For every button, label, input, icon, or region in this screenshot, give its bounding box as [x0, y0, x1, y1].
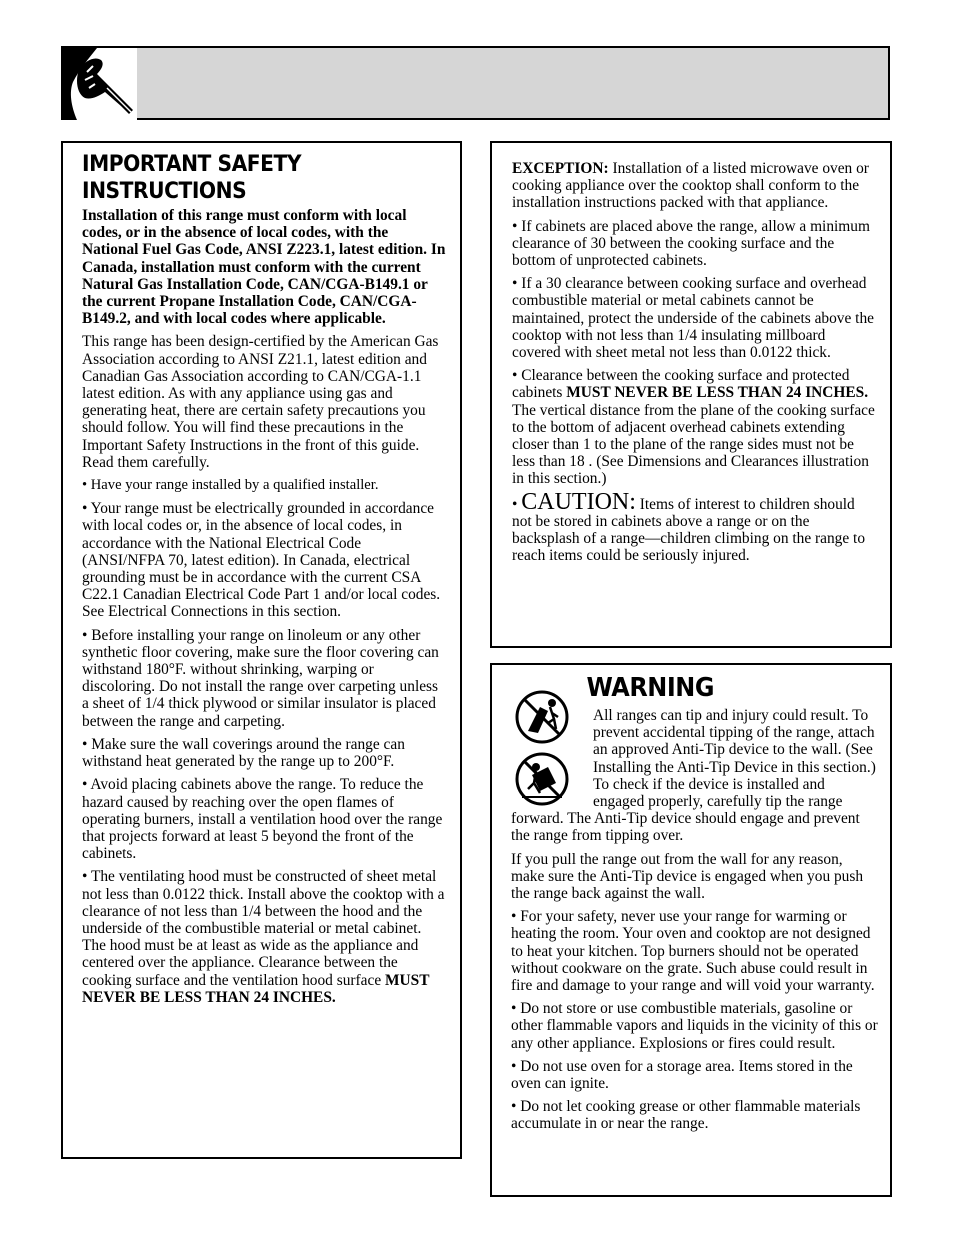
list-item: • Your range must be electrically grounded in accordance with local codes or, in the absence of local codes, in accordance with the National Electrical Code (ANSI/NFPA 70, latest edition). In Canada, electrical grounding must be in accordance with the current CSA C22.1 Canadian Electrical Code Part 1 and/or local codes. See Electrical Connections in this section. [82, 500, 441, 621]
writing-hand-icon [63, 48, 137, 120]
caution-paragraph: • CAUTION: Items of interest to children should not be stored in cabinets above a range or on the backsplash of a range—children climbing on the range to reach items could be seriously injured. [512, 488, 866, 565]
anti-tip-paragraph: All ranges can tip and injury could result. To prevent accidental tipping of the range, attach an approved Anti-Tip device to the wall. (See Installing the Anti-Tip Device in this section.) To check if the device is installed and engaged properly, carefully tip the range forward. The Anti-Tip device should engage and prevent the range from tipping over. [511, 707, 876, 845]
list-item: • Avoid placing cabinets above the range. To reduce the hazard caused by reaching over the open flames of operating burners, install a ventilation hood over the range that projects forward at least 5 beyond the front of the cabinets. [82, 776, 443, 863]
list-item: • Before installing your range on linoleum or any other synthetic floor covering, make sure the floor covering can withstand 180°F. without shrinking, warping or discoloring. Do not install the range over carpeting unless a sheet of 1/4 thick plywood or similar insulator is placed between the range and carpeting. [82, 626, 439, 730]
exception-paragraph: EXCEPTION: Installation of a listed microwave oven or cooking appliance over the cooktop shall conform to the installation instructions packed with that appliance. [512, 160, 869, 212]
caution-label: CAUTION: [521, 488, 636, 515]
list-item: • Do not store or use combustible materials, gasoline or other flammable vapors and liquids in the vicinity of this or any other appliance. Explosions or fires could result. [511, 1000, 878, 1052]
list-item: • Have your range installed by a qualified installer. [82, 477, 379, 494]
list-item: • Do not use oven for a storage area. Items stored in the oven can ignite. [511, 1057, 853, 1093]
anti-tip-reminder: If you pull the range out from the wall for any reason, make sure the Anti-Tip device is engaged when you push the range back against the wall. [511, 850, 864, 903]
list-item: • If cabinets are placed above the range, allow a minimum clearance of 30 between the cooking surface and the bottom of unprotected cabinets. [512, 217, 870, 270]
list-item: • Clearance between the cooking surface and protected cabinets MUST NEVER BE LESS THAN 24 INCHES. The vertical distance from the plane of the cooking surface to the bottom of adjacent overhead cabinets extending closer than 1 to the plane of the range sides must not be less than 18 . (See Dimensions and Clearances illustration in this section.) [512, 367, 875, 488]
important-safety-instructions-panel [61, 141, 462, 1159]
list-item: • If a 30 clearance between cooking surface and overhead combustible material or metal cabinets cannot be maintained, protect the underside of the cabinets above the cooktop with not less than 1/4 insulating millboard covered with sheet metal not less than 0.0122 thick. [512, 275, 874, 362]
warning-title: WARNING [586, 673, 715, 703]
clearance-panel [490, 141, 892, 648]
list-item: • For your safety, never use your range for warming or heating the room. Your oven and cooktop are not designed to heat your kitchen. Top burners should not be operated without cookware on the grate. Such abuse could result in fire and damage to your range and will void your warranty. [511, 908, 875, 995]
certification-paragraph: This range has been design-certified by the American Gas Association according to ANSI Z21.1, latest edition and Canadian Gas Association according to CAN/CGA-1.1 latest edition. As with any appliance using gas and generating heat, there are certain safety precautions you should follow. You will find these precautions in the Important Safety Instructions in the front of this guide. Read them carefully. [82, 333, 439, 471]
list-item: • The ventilating hood must be constructed of sheet metal not less than 0.0122 thick. Install above the cooktop with a clearance of not less than 1/4 between the hood and the underside of the combustible material or metal cabinet. The hood must be at least as wide as the appliance and centered over the appliance. Clearance between the cooking surface and the ventilation hood surface MUST NEVER BE LESS THAN 24 INCHES. [82, 868, 445, 1006]
intro-paragraph: Installation of this range must conform with local codes, or in the absence of local codes, with the National Fuel Gas Code, ANSI Z223.1, latest edition. In Canada, installation must conform with the current Natural Gas Installation Code, CAN/CGA-B149.1 or the current Propane Installation Code, CAN/CGA-B149.2, and with local codes where applicable. [82, 207, 446, 328]
section-title: IMPORTANT SAFETY INSTRUCTIONS [82, 152, 302, 204]
warning-panel [490, 663, 892, 1197]
range-tipping-prohibited-icon [514, 751, 570, 807]
list-item: • Do not let cooking grease or other flammable materials accumulate in or near the range. [511, 1098, 861, 1133]
list-item: • Make sure the wall coverings around the range can withstand heat generated by the range up to 200°F. [82, 735, 405, 771]
page-header-bar [61, 46, 890, 120]
